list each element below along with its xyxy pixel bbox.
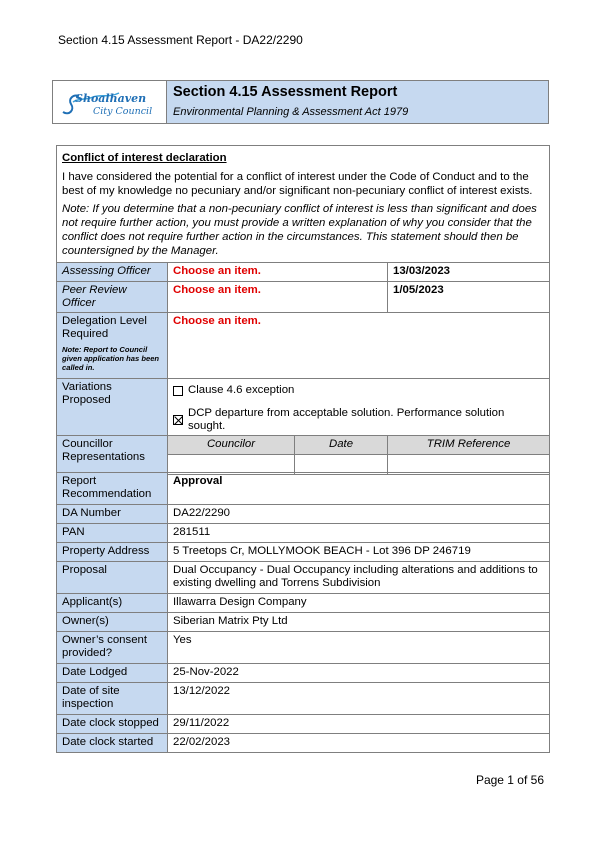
checkbox-checked-icon[interactable] [173,415,183,425]
date-col-header: Date [295,436,388,455]
variation-label: DCP departure from acceptable solution. Performance solution sought. [187,407,505,432]
table-row [57,543,550,562]
details-table [56,472,550,753]
table-row [57,505,550,524]
detail-label: Owner’s consent provided? [57,632,168,664]
delegation-note: Note: Report to Council given application has been called in. [62,345,160,372]
table-row [57,715,550,734]
report-header [52,80,549,124]
detail-label: Owner(s) [57,613,168,632]
delegation-dropdown[interactable]: Choose an item. [168,313,550,379]
conflict-table [56,145,550,475]
conflict-note: Note: If you determine that a non-pecuniary conflict of interest is less than significant and does not require further action, you must provide a written explanation of why you consider that the conflict does not require further action in the circumstances. This statement should then be countersigned by the Manager. [62,203,537,257]
table-row [57,613,550,632]
table-row [57,664,550,683]
table-row [57,683,550,715]
detail-value: 281511 [168,524,550,543]
table-row [57,734,550,753]
peer-review-date[interactable]: 1/05/2023 [388,282,550,313]
detail-label: PAN [57,524,168,543]
table-row [57,632,550,664]
detail-label: Date of site inspection [57,683,168,715]
conflict-paragraph: I have considered the potential for a conflict of interest under the Code of Conduct and to the best of my knowledge no pecuniary and/or significant non-pecuniary conflict of interest exists. [62,171,533,197]
councillor-col-header: Councilor [168,436,295,455]
detail-value: Yes [168,632,550,664]
table-row [57,524,550,543]
trim-reference-col-header: TRIM Reference [388,436,550,455]
variations-label: Variations Proposed [57,379,168,436]
council-logo [53,81,167,123]
table-row [57,562,550,594]
detail-label: Report Recommendation [57,473,168,505]
detail-value: 29/11/2022 [168,715,550,734]
conflict-declaration-cell [57,146,550,263]
logo-text-shoalhaven: Shoalhaven [75,92,147,105]
checkbox-unchecked-icon[interactable] [173,386,183,396]
detail-value: Approval [168,473,550,505]
assessing-date[interactable]: 13/03/2023 [388,263,550,282]
table-row [57,594,550,613]
page-title: Section 4.15 Assessment Report [173,84,398,100]
running-header: Section 4.15 Assessment Report - DA22/2290 [58,33,303,47]
delegation-cell [57,313,168,379]
detail-label: Date Lodged [57,664,168,683]
assessing-officer-dropdown[interactable]: Choose an item. [168,263,388,282]
page-number: Page 1 of 56 [475,773,544,787]
variation-clause-4-6[interactable] [173,384,544,397]
detail-label: Date clock started [57,734,168,753]
assessing-officer-label: Assessing Officer [57,263,168,282]
detail-value: DA22/2290 [168,505,550,524]
conflict-heading: Conflict of interest declaration [62,152,227,164]
detail-value: 25-Nov-2022 [168,664,550,683]
logo-text-city-council: City Council [93,106,153,117]
variation-label: Clause 4.6 exception [188,384,295,396]
detail-value: Siberian Matrix Pty Ltd [168,613,550,632]
peer-review-label: Peer Review Officer [57,282,168,313]
variation-dcp-departure[interactable] [173,407,544,433]
variations-cell [168,379,550,436]
detail-value: 13/12/2022 [168,683,550,715]
delegation-label: Delegation Level Required [62,315,147,340]
table-row [57,473,550,505]
peer-review-dropdown[interactable]: Choose an item. [168,282,388,313]
detail-value: 5 Treetops Cr, MOLLYMOOK BEACH - Lot 396 DP 246719 [168,543,550,562]
detail-value: 22/02/2023 [168,734,550,753]
detail-label: Date clock stopped [57,715,168,734]
councillor-representations-label: Councillor Representations [57,436,168,475]
detail-label: DA Number [57,505,168,524]
detail-label: Applicant(s) [57,594,168,613]
detail-value: Dual Occupancy - Dual Occupancy including alterations and additions to existing dwelling and Torrens Subdivision [168,562,550,594]
detail-label: Proposal [57,562,168,594]
page-subtitle: Environmental Planning & Assessment Act 1979 [173,106,409,118]
detail-label: Property Address [57,543,168,562]
detail-value: Illawarra Design Company [168,594,550,613]
